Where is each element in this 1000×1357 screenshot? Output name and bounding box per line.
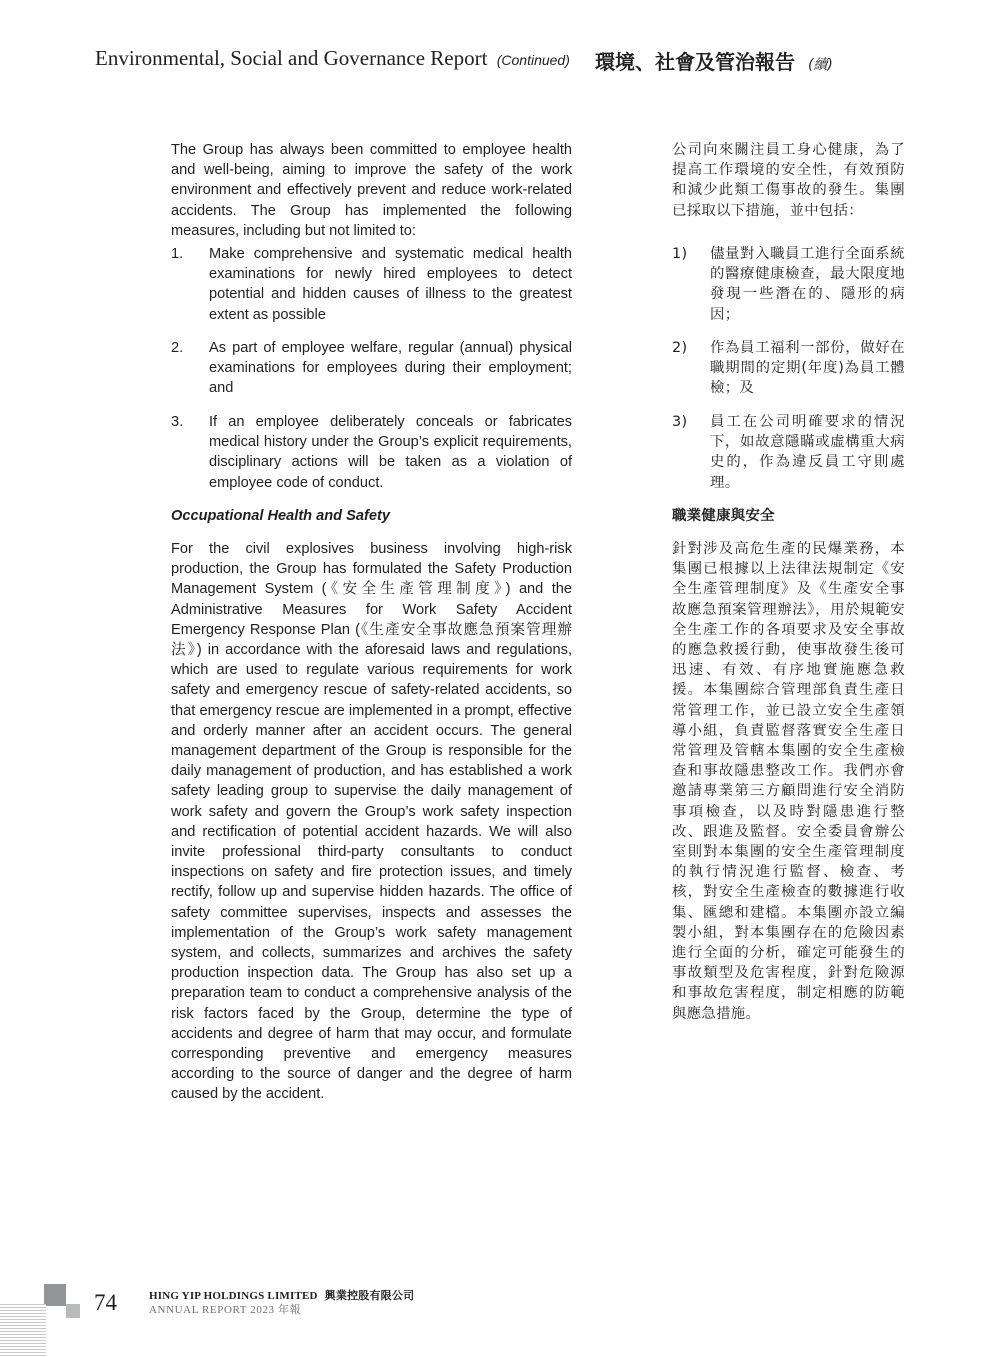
decorative-square-dark xyxy=(44,1284,66,1306)
measure-number: 3) xyxy=(672,414,688,430)
header-title-zh-text: 環境、社會及管治報告 xyxy=(595,50,795,74)
header-title-zh xyxy=(595,46,833,75)
company-name-zh: 興業控股有限公司 xyxy=(324,1289,415,1302)
measure-number: 2) xyxy=(672,340,688,356)
header-title-en xyxy=(95,46,570,71)
measure-number: 2. xyxy=(171,340,184,356)
measure-text: Make comprehensive and systematic medical health examinations for newly hired employees to detect potential and hidden causes of illness to the greatest extent as possible xyxy=(209,246,572,323)
report-label xyxy=(149,1301,301,1317)
intro-paragraph-zh: 公司向來關注員工身心健康，為了提高工作環境的安全性，有效預防和減少此類工傷事故的發生。集團已採取以下措施，並中包括： xyxy=(672,142,905,219)
measure-item-zh-1 xyxy=(672,244,905,338)
section-heading-zh: 職業健康與安全 xyxy=(672,508,775,524)
chinese-column xyxy=(672,140,905,1024)
measure-text: 員工在公司明確要求的情況下，如故意隱瞞或虛構重大病史的，作為違反員工守則處理。 xyxy=(710,414,905,491)
measure-text: 作為員工福利一部份，做好在職期間的定期(年度)為員工體檢；及 xyxy=(710,340,905,397)
section-body-en: For the civil explosives business involving high-risk production, the Group has formulated the Safety Production Management System (《安全生產管理制度》) and the Administrative Measures for Work Safety Accident Emergency Response Plan (《生產安全事故應急預案管理辦法》) in accordance with the aforesaid laws and regulations, which are used to regulate various requirements for work safety and emergency rescue of safety-related accidents, so that emergency rescue are implemented in a prompt, effective and orderly manner after an accident occurs. The general management department of the Group is responsible for the daily management of production, and has established a work safety leading group to supervise the daily management of work safety and govern the Group’s work safety inspection and rectification of potential accident hazards. We will also invite professional third-party consultants to conduct inspections on safety and fire protection issues, and timely rectify, follow up and supervise hidden hazards. The office of safety committee supervises, inspects and assesses the implementation of the Group’s work safety management system, and collects, summarizes and archives the safety production inspection data. The Group has also set up a preparation team to conduct a comprehensive analysis of the risk factors faced by the Group, determine the type of accidents and degree of harm that may occur, and formulate corresponding preventive and emergency measures according to the source of danger and the degree of harm caused by the accident. xyxy=(171,541,572,1103)
measure-number: 1) xyxy=(672,246,688,262)
report-label-en: ANNUAL REPORT 2023 xyxy=(149,1304,275,1316)
section-heading-en: Occupational Health and Safety xyxy=(171,508,390,524)
measure-item-zh-3 xyxy=(672,412,905,506)
measure-number: 1. xyxy=(171,246,184,262)
company-name-en: HING YIP HOLDINGS LIMITED xyxy=(149,1290,318,1302)
english-column xyxy=(171,140,572,1105)
header-continued-en: (Continued) xyxy=(496,52,570,68)
page-number: 74 xyxy=(94,1290,117,1315)
measure-number: 3. xyxy=(171,414,184,430)
measure-item-en-2 xyxy=(171,338,572,412)
measure-text: If an employee deliberately conceals or fabricates medical history under the Group’s explicit requirements, disciplinary actions will be taken as a violation of employee code of conduct. xyxy=(209,414,572,491)
measure-item-zh-2 xyxy=(672,338,905,412)
measure-text: 儘量對入職員工進行全面系統的醫療健康檢查，最大限度地發現一些潛在的、隱形的病因； xyxy=(710,246,905,323)
header-continued-zh: (續) xyxy=(807,57,833,73)
page-footer xyxy=(0,1280,1000,1357)
measure-item-en-1 xyxy=(171,244,572,338)
decorative-square-light xyxy=(66,1304,80,1318)
measure-item-en-3 xyxy=(171,412,572,506)
section-body-zh: 針對涉及高危生產的民爆業務，本集團已根據以上法律法規制定《安全生產管理制度》及《生產安全事故應急預案管理辦法》，用於規範安全生產工作的各項要求及安全事故的應急救援行動，使事故發生後可迅速、有效、有序地實施應急救援。本集團綜合管理部負責生產日常管理工作，並已設立安全生產領導小組，負責監督落實安全生產日常管理及管轄本集團的安全生產檢查和事故隱患整改工作。我們亦會邀請專業第三方顧問進行安全消防事項檢查，以及時對隱患進行整改、跟進及監督。安全委員會辦公室則對本集團的安全生產管理制度的執行情況進行監督、檢查、考核，對安全生產檢查的數據進行收集、匯總和建檔。本集團亦設立編製小組，對本集團存在的危險因素進行全面的分析，確定可能發生的事故類型及危害程度，針對危險源和事故危害程度，制定相應的防範與應急措施。 xyxy=(672,541,905,1022)
measure-text: As part of employee welfare, regular (annual) physical examinations for employees during their employment; and xyxy=(209,340,572,397)
decorative-stripes xyxy=(0,1304,46,1357)
header-title-en-text: Environmental, Social and Governance Report xyxy=(95,46,488,70)
intro-paragraph-en: The Group has always been committed to employee health and well-being, aiming to improve the safety of the work environment and effectively prevent and reduce work-related accidents. The Group has implemented the following measures, including but not limited to: xyxy=(171,142,572,239)
report-label-zh: 年報 xyxy=(278,1303,302,1316)
page-header xyxy=(0,46,1000,78)
